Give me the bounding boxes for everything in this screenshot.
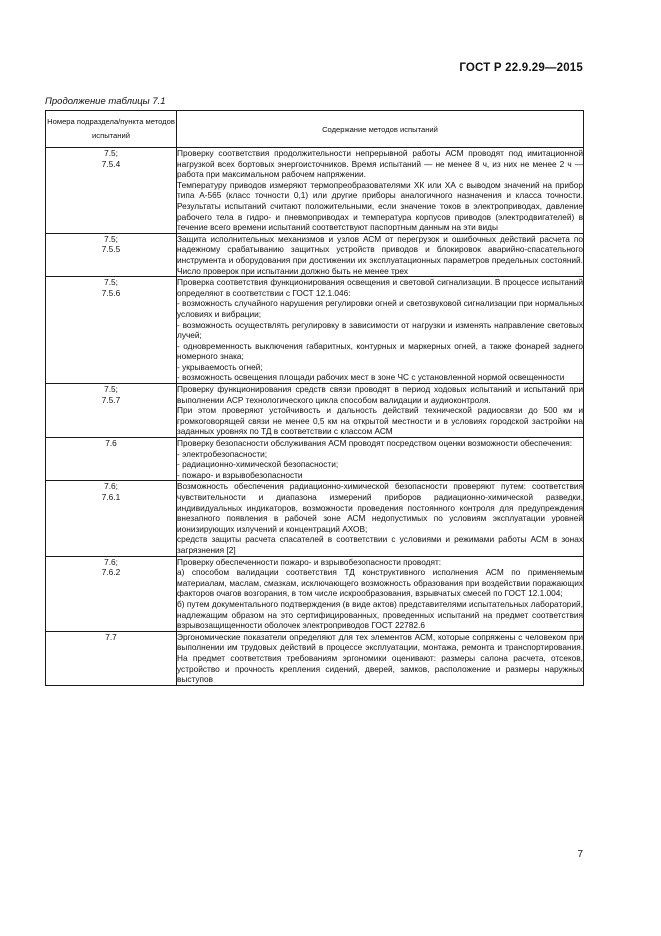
section-number: 7.6	[105, 438, 117, 449]
method-paragraph: Проверку соответствия продолжительности непрерывной работы АСМ проводят под имитационной нагрузкой всех бортовых энергоисточников. Время испытаний — не менее 8 ч, из них не менее 2 ч — работа при максимальном рабочем напряжении.	[177, 148, 583, 180]
section-number-cell	[46, 556, 177, 631]
table-row	[46, 438, 584, 481]
section-number: 7.5;	[104, 277, 118, 288]
table-row	[46, 384, 584, 438]
table-row	[46, 233, 584, 276]
section-number: 7.6.2	[101, 567, 121, 578]
section-number: 7.5.6	[101, 287, 121, 298]
test-methods-table	[45, 110, 584, 686]
section-number: 7.5;	[104, 148, 118, 158]
method-paragraph: - пожаро- и взрывобезопасности	[177, 469, 303, 480]
method-paragraph: - радиационно-химической безопасности;	[177, 459, 339, 470]
section-number-cell	[46, 631, 177, 685]
section-number-cell	[46, 277, 177, 384]
section-number: 7.7	[105, 631, 117, 642]
method-paragraph: Возможность обеспечения радиационно-химической безопасности проверяют путем: соответствия чувствительности и диапазона измерений приборов радиационно-химической разведки, индивидуальных индикаторов, возможности проведения постоянного контроля для предупреждения внезапного появления в рабочей зоне АСМ недопустимых по условиям эксплуатации уровней ионизирующих излучений и концентраций АХОВ;	[177, 481, 583, 534]
section-number: 7.5;	[104, 233, 118, 244]
method-paragraph: - возможность освещения площади рабочих мест в зоне ЧС с установленной нормой освещенности	[177, 372, 565, 383]
method-paragraph: Проверку функционирования средств связи проводят в период ходовых испытаний и испытаний при выполнении АСР технологического цикла способом валидации и аудиоконтроля.	[177, 384, 583, 405]
table-row	[46, 277, 584, 384]
section-number-cell	[46, 384, 177, 438]
section-number: 7.5.4	[101, 158, 121, 169]
method-paragraph: Проверку обеспеченности пожаро- и взрывобезопасности проводят:	[177, 556, 442, 567]
table-header-row	[46, 111, 584, 148]
page-number: 7	[577, 849, 583, 860]
method-paragraph: средств защиты расчета спасателей в соответствии с условиями и режимами работы АСМ в зонах загрязнения [2]	[177, 534, 583, 555]
table-row	[46, 556, 584, 631]
section-number-cell	[46, 233, 177, 276]
section-number: 7.6;	[104, 556, 118, 567]
section-number-cell	[46, 148, 177, 234]
method-paragraph: При этом проверяют устойчивость и дальность действий технической радиосвязи до 500 км и громкоговорящей связи не менее 0,5 км на открытой местности и в условиях городской застройки на заданных уровнях по ТД в соответствии с классом АСМ	[177, 405, 583, 437]
table-row	[46, 481, 584, 556]
method-paragraph: а) способом валидации соответствия ТД конструктивного исполнения АСМ по применяемым материалам, маслам, смазкам, исключающего возможность образования при воздействии поражающих факторов очагов возгорания, в том числе искрообразования, взрывчатых смесей по ГОСТ 12.1.004;	[177, 567, 583, 599]
document-standard-header: ГОСТ Р 22.9.29—2015	[459, 62, 583, 74]
section-number-cell	[46, 481, 177, 556]
method-content-cell	[177, 277, 584, 384]
method-content-cell	[177, 556, 584, 631]
table-row	[46, 148, 584, 234]
section-number: 7.5.7	[101, 394, 121, 405]
method-content-cell	[177, 438, 584, 481]
table-row	[46, 631, 584, 685]
table-body	[46, 148, 584, 686]
method-paragraph: Проверку безопасности обслуживания АСМ проводят посредством оценки возможности обеспечения:	[177, 438, 573, 449]
column-header-method-content: Содержание методов испытаний	[177, 111, 584, 148]
method-paragraph: - электробезопасности;	[177, 448, 268, 459]
section-number: 7.5;	[104, 384, 118, 395]
method-paragraph: Эргономические показатели определяют для тех элементов АСМ, которые сопряжены с человеком при выполнении им трудовых действий в процессе эксплуатации, монтажа, ремонта и транспортирования. На предмет соответствия требованиям эргономики оценивают: размеры салона расчета, отсеков, устройство и прочность крепления сидений, дверей, замков, расположение и размеры наружных выступов	[177, 631, 583, 685]
section-number: 7.5.5	[101, 244, 121, 255]
method-content-cell	[177, 148, 584, 234]
method-paragraph: - возможность случайного нарушения регулировки огней и светозвуковой сигнализации при нормальных условиях и вибрации;	[177, 298, 583, 319]
method-paragraph: - одновременность выключения габаритных, контурных и маркерных огней, а также фонарей заднего номерного знака;	[177, 340, 583, 362]
section-number-cell	[46, 438, 177, 481]
method-content-cell	[177, 384, 584, 438]
column-header-section-numbers: Номера подраздела/пункта методов испытаний	[46, 111, 177, 148]
method-paragraph: - возможность осуществлять регулировку в зависимости от нагрузки и изменять направление световых лучей;	[177, 319, 583, 341]
method-content-cell	[177, 481, 584, 556]
section-number: 7.6;	[104, 481, 118, 492]
method-paragraph: Защита исполнительных механизмов и узлов АСМ от перегрузок и ошибочных действий расчета по надежному срабатыванию защитных устройств приводов и блокировок аварийно-спасательного инструмента и оборудования при достижении их эксплуатационных параметров предельных состояний. Число проверок при испытании должно быть не менее трех	[177, 233, 583, 276]
section-number: 7.6.1	[101, 492, 121, 502]
method-paragraph: Температуру приводов измеряют термопреобразователями ХК или ХА с выводом значений на прибор типа А-565 (класс точности 0,1) или другие приборы аналогичного назначения и класса точности. Результаты испытаний считают положительными, если значение токов в электроприводах, давление рабочего тела в гидро- и пневмоприводах и температура корпусов приводов (электродвигателей) в течение всего времени испытаний соответствуют паспортным данным на эти виды	[177, 179, 583, 233]
method-content-cell	[177, 233, 584, 276]
method-paragraph: Проверка соответствия функционирования освещения и световой сигнализации. В процессе испытаний определяют в соответствии с ГОСТ 12.1.046:	[177, 277, 583, 298]
method-paragraph: - укрываемость огней;	[177, 361, 263, 372]
method-paragraph: б) путем документального подтверждения (в виде актов) представителями испытательных лабораторий, надлежащим образом на это сертифицированных, проведенных испытаний на предмет соответствия взрывозащищенности оболочек электроприводов ГОСТ 22782.6	[177, 598, 583, 631]
table-continuation-caption: Продолжение таблицы 7.1	[45, 96, 166, 107]
method-content-cell	[177, 631, 584, 685]
